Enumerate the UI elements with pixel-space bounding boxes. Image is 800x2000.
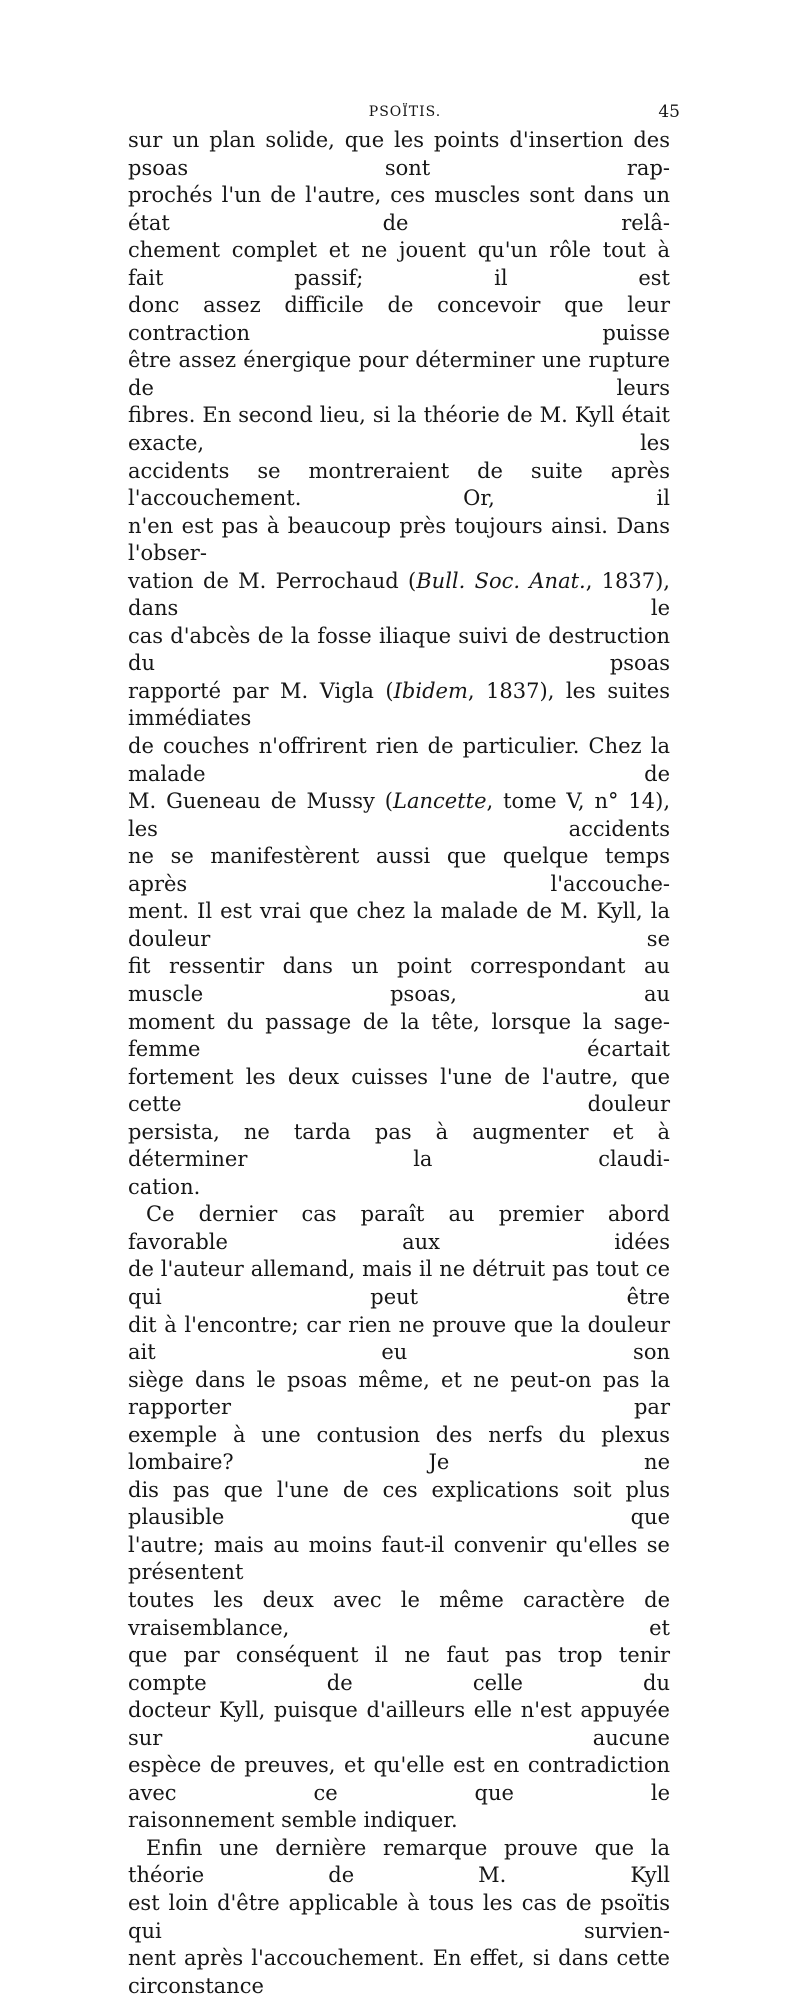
text-line: ne se manifestèrent aussi que quelque temps après l'accouche- (128, 844, 670, 896)
text-line: exemple à une contusion des nerfs du plexus lombaire? Je ne (128, 1422, 670, 1475)
text-line: cas d'abcès de la fosse iliaque suivi de destruction du psoas (128, 623, 670, 676)
text-line: de l'auteur allemand, mais il ne détruit pas tout ce qui peut être (128, 1257, 670, 1309)
body-text (128, 127, 670, 2000)
text-line: siège dans le psoas même, et ne peut-on pas la rapporter par (128, 1367, 670, 1420)
text-line: prochés l'un de l'autre, ces muscles sont dans un état de relâ- (128, 183, 670, 235)
text-line: dit à l'encontre; car rien ne prouve que la douleur ait eu son (128, 1312, 670, 1365)
text-line: rapporté par M. Vigla (Ibidem, 1837), les suites immédiates (128, 678, 670, 731)
text-line: fit ressentir dans un point correspondant au muscle psoas, au (128, 954, 670, 1006)
text-line: ment. Il est vrai que chez la malade de M. Kyll, la douleur se (128, 899, 670, 951)
text-line: raisonnement semble indiquer. (128, 1808, 458, 1833)
text-line: moment du passage de la tête, lorsque la sage-femme écartait (128, 1009, 670, 1062)
text-line: espèce de preuves, et qu'elle est en contradiction avec ce que le (128, 1753, 670, 1805)
text-line: Enfin une dernière remarque prouve que la théorie de M. Kyll (128, 1835, 670, 1888)
text-line: cation. (128, 1174, 201, 1199)
text-line: que par conséquent il ne faut pas trop tenir compte de celle du (128, 1643, 670, 1695)
text-line: vation de M. Perrochaud (Bull. Soc. Anat., 1837), dans le (128, 568, 670, 621)
text-line: toutes les deux avec le même caractère de vraisemblance, et (128, 1587, 670, 1640)
text-line: chement complet et ne jouent qu'un rôle tout à fait passif; il est (128, 238, 670, 290)
text-line: docteur Kyll, puisque d'ailleurs elle n'est appuyée sur aucune (128, 1698, 670, 1750)
text-line: dis pas que l'une de ces explications soit plus plausible que (128, 1477, 670, 1530)
text-line: nent après l'accouchement. En effet, si dans cette circonstance (128, 1946, 670, 1998)
text-line: de couches n'offrirent rien de particulier. Chez la malade de (128, 734, 670, 786)
text-line: M. Gueneau de Mussy (Lancette, tome V, n° 14), les accidents (128, 789, 670, 841)
text-line: sur un plan solide, que les points d'insertion des psoas sont rap- (128, 128, 670, 180)
text-line: Ce dernier cas paraît au premier abord favorable aux idées (128, 1202, 670, 1254)
running-title: PSOÏTIS. (368, 104, 442, 120)
text-line: n'en est pas à beaucoup près toujours ainsi. Dans l'obser- (128, 513, 670, 566)
text-line: persista, ne tarda pas à augmenter et à déterminer la claudi- (128, 1119, 670, 1172)
text-line: fortement les deux cuisses l'une de l'autre, que cette douleur (128, 1064, 670, 1117)
text-line: fibres. En second lieu, si la théorie de M. Kyll était exacte, les (128, 403, 670, 456)
text-line: être assez énergique pour déterminer une rupture de leurs (128, 348, 670, 400)
text-line: donc assez difficile de concevoir que leur contraction puisse (128, 293, 670, 345)
page-number: 45 (658, 102, 680, 122)
text-line: l'autre; mais au moins faut-il convenir qu'elles se présentent (128, 1532, 670, 1585)
text-line: est loin d'être applicable à tous les cas de psoïtis qui survien- (128, 1891, 670, 1943)
text-line: accidents se montreraient de suite après l'accouchement. Or, il (128, 458, 670, 511)
page-header (130, 104, 680, 126)
